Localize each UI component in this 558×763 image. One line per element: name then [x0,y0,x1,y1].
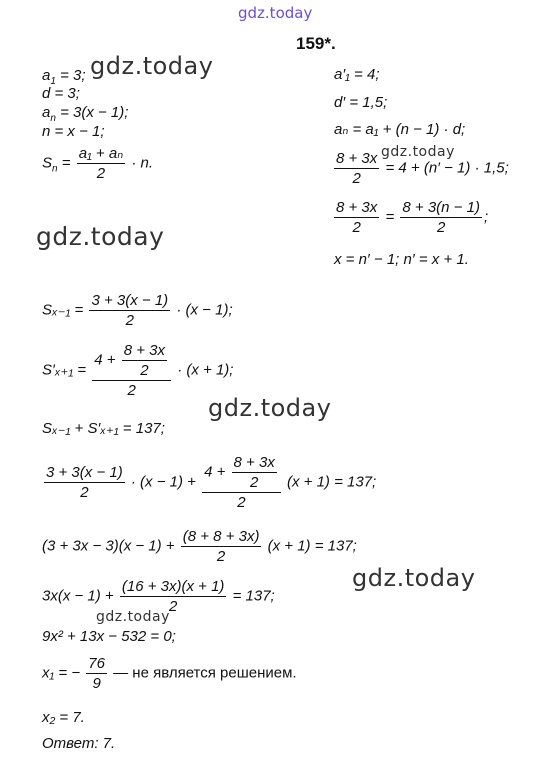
line-e1: $\frac{3 + 3(x - 1)}{2}$ · (x − 1) + 4 + $\frac{8 + 3x}{2}$ 2 (x + 1) = 137; [46,454,377,511]
line-r5: $\frac{8 + 3x}{2}$ = $\frac{8 + 3(n - 1)}{2}$ ; [336,199,489,236]
watermark-2: gdz.today [36,222,165,251]
watermark-3: gdz.today [381,144,455,160]
watermark-top: gdz.today [238,4,313,22]
line-an: $a_n = 3(x - 1)$; [42,104,129,124]
line-x1: x₁ = − $\frac{76}{9}$ — не является решением. [42,655,297,692]
line-e3: 3x(x − 1) + $\frac{(16 + 3x)(x + 1)}{2}$ = 137; [42,578,275,615]
line-x2: x₂ = 7. [42,709,85,726]
line-s1: Sₓ₋₁ = $\frac{3 + 3(x - 1)}{2}$ · (x − 1); [42,292,233,329]
problem-number: 159*. [296,34,336,53]
line-s2: S′ₓ₊₁ = 4 + $\frac{8 + 3x}{2}$ 2 · (x + 1); [42,342,234,399]
line-r1: a′₁ = 4; [334,66,380,83]
fraction-r5a: $\frac{8 + 3x}{2}$ [336,199,378,236]
fraction-x1: $\frac{76}{9}$ [88,655,105,692]
fraction-e3: $\frac{(16 + 3x)(x + 1)}{2}$ [121,578,225,615]
line-Sn: $S_n$ = $\frac{\text{a₁ + aₙ}}{2}$ · n. [42,145,154,182]
line-e2: (3 + 3x − 3)(x − 1) + $\frac{(8 + 8 + 3x)}{2}$ (x + 1) = 137; [42,528,357,565]
fraction-r4: $\frac{8 + 3x}{2}$ [336,150,378,187]
line-d: d = 3; [42,85,80,102]
line-r6: x = n′ − 1; n′ = x + 1. [334,251,469,268]
watermark-4: gdz.today [208,394,332,422]
line-e4: 9x² + 13x − 532 = 0; [42,628,176,645]
line-n: n = x − 1; [42,123,105,140]
line-a1: $a_1 = 3$; [42,67,86,87]
watermark-6: gdz.today [96,609,170,625]
fraction-r5b: $\frac{8 + 3(n - 1)}{2}$ [402,199,480,236]
fraction-s2: 4 + $\frac{8 + 3x}{2}$ 2 [92,342,171,399]
answer: Ответ: 7. [42,735,116,752]
fraction-e1b-inner: $\frac{8 + 3x}{2}$ [233,454,275,491]
fraction-Sn: $\frac{\text{a₁ + aₙ}}{2}$ [78,145,124,182]
line-r4: $\frac{8 + 3x}{2}$ = 4 + (n′ − 1) · 1,5; [336,150,509,187]
line-r3: aₙ = a₁ + (n − 1) · d; [334,121,466,138]
line-s3: Sₓ₋₁ + S′ₓ₊₁ = 137; [42,420,165,437]
fraction-e1b: 4 + $\frac{8 + 3x}{2}$ 2 [202,454,281,511]
watermark-1: gdz.today [90,52,214,80]
fraction-e1a: $\frac{3 + 3(x - 1)}{2}$ [46,464,123,501]
fraction-s1: $\frac{3 + 3(x - 1)}{2}$ [91,292,169,329]
line-r2: d′ = 1,5; [334,94,388,111]
watermark-5: gdz.today [352,564,476,592]
fraction-e2: $\frac{(8 + 8 + 3x)}{2}$ [182,528,260,565]
fraction-s2-inner: $\frac{8 + 3x}{2}$ [123,342,166,379]
